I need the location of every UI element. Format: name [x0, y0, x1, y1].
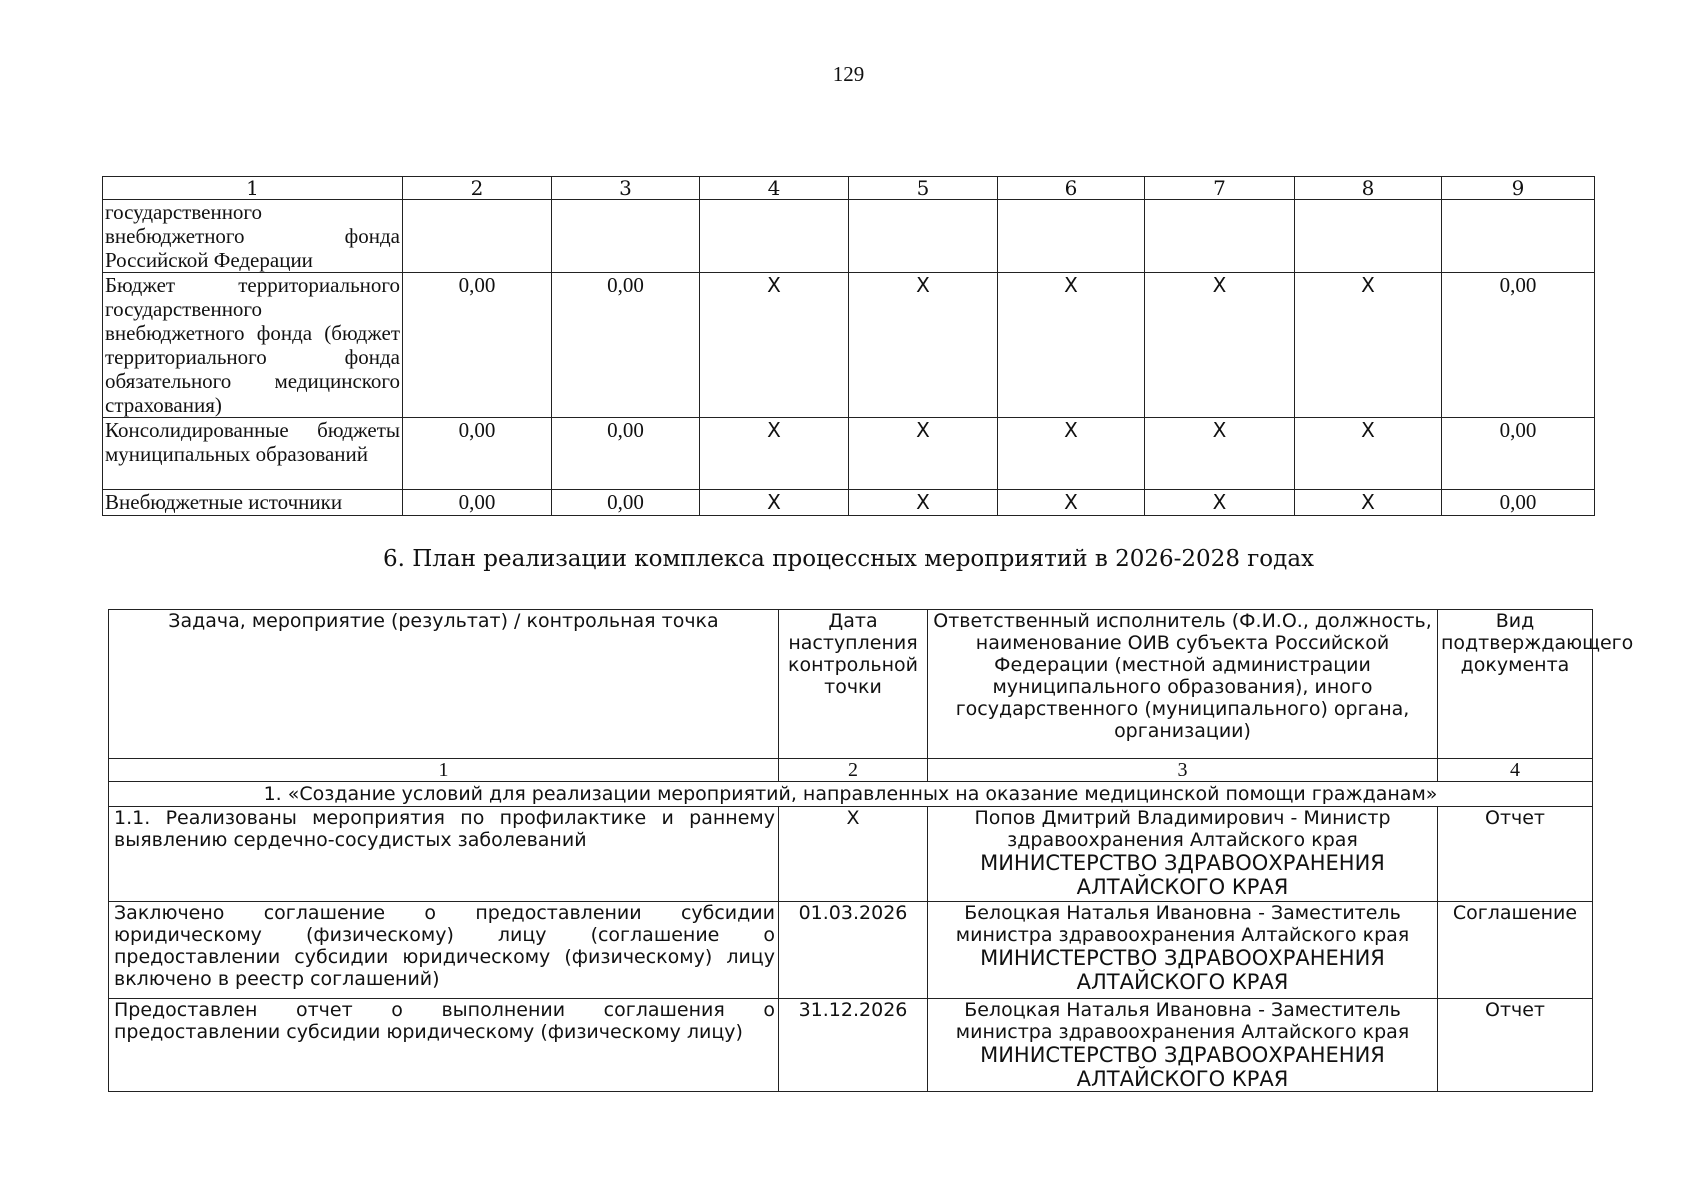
finance-table-header-row: [103, 177, 1595, 200]
plan-table-header-row: [109, 610, 1593, 759]
header-responsible: Ответственный исполнитель (Ф.И.О., должность, наименование ОИВ субъекта Российской Федерации (местной администрации муниципального образования), иного государственного (муниципального) органа, организации): [928, 610, 1438, 759]
table-cell: X: [1145, 273, 1295, 418]
column-number: 4: [1438, 759, 1593, 782]
table-row: [109, 902, 1593, 999]
table-cell: X: [998, 418, 1145, 490]
date-cell: 01.03.2026: [779, 902, 928, 999]
page-number: 129: [832, 62, 865, 86]
group-title: 1. «Создание условий для реализации мероприятий, направленных на оказание медицинской помощи гражданам»: [109, 782, 1593, 807]
table-cell: 0,00: [552, 490, 700, 516]
header-document-type: Вид подтверждающего документа: [1438, 610, 1593, 759]
table-cell: X: [1295, 418, 1442, 490]
column-number: 5: [849, 177, 998, 200]
responsible-cell: [928, 999, 1438, 1092]
table-cell: X: [1295, 490, 1442, 516]
table-cell: X: [849, 490, 998, 516]
row-label: государственного внебюджетного фонда Российской Федерации: [103, 200, 403, 273]
row-label: Внебюджетные источники: [103, 490, 403, 516]
table-row: [103, 273, 1595, 418]
column-number: 2: [403, 177, 552, 200]
table-row: [109, 999, 1593, 1092]
responsible-cell: [928, 807, 1438, 902]
row-label: Консолидированные бюджеты муниципальных образований: [103, 418, 403, 490]
column-number: 7: [1145, 177, 1295, 200]
task-cell: Заключено соглашение о предоставлении субсидии юридическому (физическому) лицу (соглашение о предоставлении субсидии юридическому (физическому) лицу включено в реестр соглашений): [109, 902, 779, 999]
table-cell: 0,00: [552, 418, 700, 490]
column-number: 9: [1442, 177, 1595, 200]
column-number: 1: [103, 177, 403, 200]
table-cell: X: [849, 418, 998, 490]
document-cell: Отчет: [1438, 807, 1593, 902]
document-cell: Отчет: [1438, 999, 1593, 1092]
responsible-person: Белоцкая Наталья Ивановна - Заместитель министра здравоохранения Алтайского края: [955, 999, 1410, 1043]
task-cell: 1.1. Реализованы мероприятия по профилактике и раннему выявлению сердечно-сосудистых заболеваний: [109, 807, 779, 902]
table-cell: 0,00: [1442, 418, 1595, 490]
group-row: [109, 782, 1593, 807]
responsible-organization: МИНИСТЕРСТВО ЗДРАВООХРАНЕНИЯ АЛТАЙСКОГО КРАЯ: [980, 1043, 1385, 1091]
plan-table-column-numbers: [109, 759, 1593, 782]
column-number: 2: [779, 759, 928, 782]
task-cell: Предоставлен отчет о выполнении соглашения о предоставлении субсидии юридическому (физическому лицу): [109, 999, 779, 1092]
table-cell: 0,00: [403, 273, 552, 418]
table-cell: X: [1145, 490, 1295, 516]
date-cell: 31.12.2026: [779, 999, 928, 1092]
table-cell: X: [700, 418, 849, 490]
table-cell: [998, 200, 1145, 273]
section-title: 6. План реализации комплекса процессных мероприятий в 2026-2028 годах: [382, 546, 1315, 572]
table-cell: [849, 200, 998, 273]
header-task: Задача, мероприятие (результат) / контрольная точка: [109, 610, 779, 759]
table-cell: [552, 200, 700, 273]
plan-table: [108, 609, 1634, 1092]
column-number: 3: [928, 759, 1438, 782]
document-cell: Соглашение: [1438, 902, 1593, 999]
column-number: 6: [998, 177, 1145, 200]
table-cell: [1295, 200, 1442, 273]
column-number: 1: [109, 759, 779, 782]
table-cell: X: [998, 273, 1145, 418]
column-number: 3: [552, 177, 700, 200]
responsible-person: Попов Дмитрий Владимирович - Министр здравоохранения Алтайского края: [974, 807, 1391, 851]
table-cell: X: [700, 273, 849, 418]
responsible-person: Белоцкая Наталья Ивановна - Заместитель министра здравоохранения Алтайского края: [955, 902, 1410, 946]
responsible-cell: [928, 902, 1438, 999]
table-cell: 0,00: [403, 490, 552, 516]
table-row: [103, 200, 1595, 273]
table-cell: X: [1145, 418, 1295, 490]
table-row: [103, 418, 1595, 490]
table-cell: 0,00: [403, 418, 552, 490]
responsible-organization: МИНИСТЕРСТВО ЗДРАВООХРАНЕНИЯ АЛТАЙСКОГО КРАЯ: [980, 946, 1385, 994]
responsible-organization: МИНИСТЕРСТВО ЗДРАВООХРАНЕНИЯ АЛТАЙСКОГО КРАЯ: [980, 851, 1385, 899]
table-row: [109, 807, 1593, 902]
column-number: 8: [1295, 177, 1442, 200]
table-cell: [1145, 200, 1295, 273]
date-cell: X: [779, 807, 928, 902]
table-cell: X: [700, 490, 849, 516]
table-cell: X: [849, 273, 998, 418]
column-number: 4: [700, 177, 849, 200]
table-row: [103, 490, 1595, 516]
table-cell: X: [1295, 273, 1442, 418]
table-cell: [1442, 200, 1595, 273]
table-cell: 0,00: [1442, 490, 1595, 516]
finance-table: [102, 176, 1595, 516]
table-cell: [700, 200, 849, 273]
row-label: Бюджет территориального государственного внебюджетного фонда (бюджет территориального фонда обязательного медицинского страхования): [103, 273, 403, 418]
table-cell: [403, 200, 552, 273]
table-cell: X: [998, 490, 1145, 516]
header-date: Дата наступления контрольной точки: [779, 610, 928, 759]
table-cell: 0,00: [552, 273, 700, 418]
table-cell: 0,00: [1442, 273, 1595, 418]
